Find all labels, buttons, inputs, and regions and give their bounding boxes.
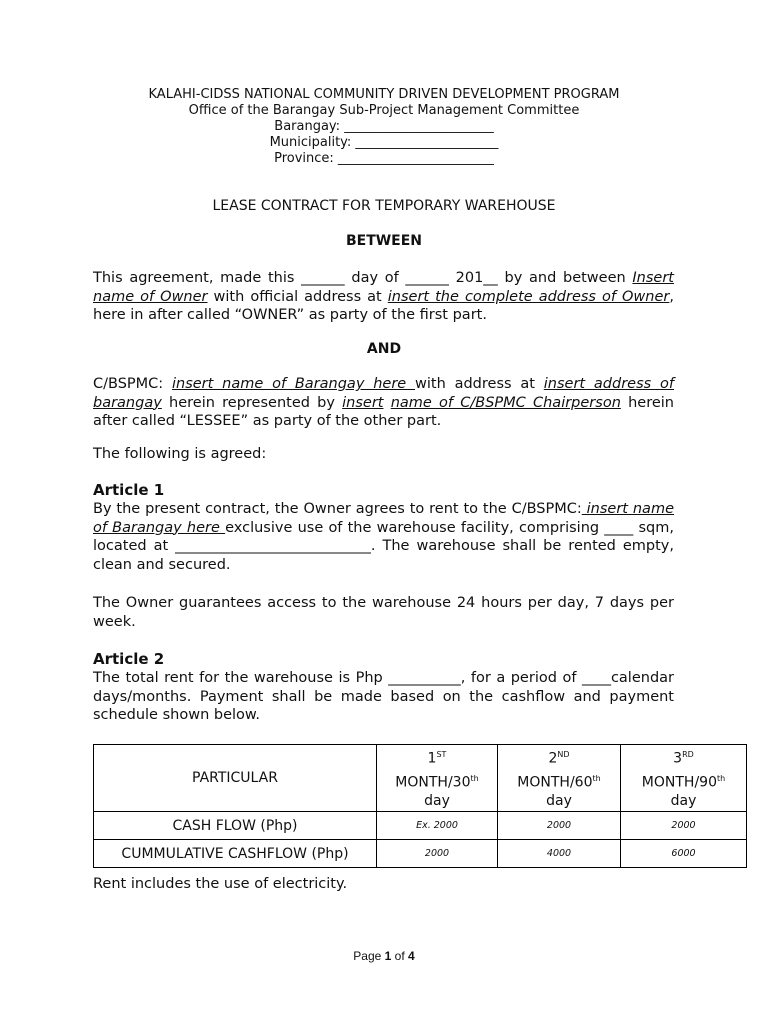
barangay-name-placeholder: insert name of Barangay here bbox=[171, 376, 416, 392]
month-label: MONTH/30 bbox=[395, 774, 471, 791]
cell-value: 2000 bbox=[621, 812, 747, 840]
page-number: 1 bbox=[384, 949, 392, 963]
between-heading: BETWEEN bbox=[345, 233, 423, 249]
lessee-paragraph bbox=[93, 375, 674, 431]
ordinal: 3 bbox=[673, 750, 683, 767]
contract-title: LEASE CONTRACT FOR TEMPORARY WAREHOUSE bbox=[212, 198, 556, 214]
day-label: day bbox=[424, 793, 450, 810]
column-header-1 bbox=[377, 745, 498, 812]
table-header-row bbox=[94, 745, 747, 812]
ordinal-suffix: ST bbox=[436, 750, 447, 759]
article-2-paragraph: The total rent for the warehouse is Php __________, for a period of ____calendar days/months. Payment shall be made based on the cashflow and payment schedule shown below. bbox=[93, 670, 674, 723]
insert-placeholder: insert bbox=[342, 394, 384, 411]
barangay-line: Barangay: _______________________ bbox=[274, 119, 494, 134]
barangay-address-placeholder: insert address of barangay bbox=[93, 376, 674, 411]
month-suffix: th bbox=[592, 773, 601, 783]
ordinal: 1 bbox=[427, 750, 437, 767]
cell-value: 6000 bbox=[621, 840, 747, 868]
column-header-2 bbox=[498, 745, 621, 812]
owner-address-placeholder: insert the complete address of Owner bbox=[387, 288, 670, 305]
page-word: Page bbox=[353, 949, 385, 963]
province-line: Province: ________________________ bbox=[274, 151, 494, 166]
program-title: KALAHI-CIDSS NATIONAL COMMUNITY DRIVEN DEVELOPMENT PROGRAM bbox=[148, 87, 620, 102]
article-1-heading: Article 1 bbox=[93, 481, 165, 499]
row-label: CUMMULATIVE CASHFLOW (Php) bbox=[94, 840, 377, 868]
month-suffix: th bbox=[470, 773, 479, 783]
article-1-barangay-placeholder: insert name of Barangay here bbox=[93, 501, 674, 536]
ordinal-suffix: RD bbox=[682, 750, 694, 759]
following-text: The following is agreed: bbox=[93, 446, 267, 462]
table-row bbox=[94, 840, 747, 868]
lessee-text: C/BSPMC: bbox=[93, 376, 172, 392]
month-suffix: th bbox=[716, 773, 726, 783]
cell-value: 2000 bbox=[498, 812, 621, 840]
header-block bbox=[0, 87, 768, 167]
page-footer bbox=[0, 949, 768, 963]
access-paragraph: The Owner guarantees access to the warehouse 24 hours per day, 7 days per week. bbox=[93, 595, 674, 630]
and-heading: AND bbox=[366, 341, 402, 357]
article-1-paragraph bbox=[93, 500, 674, 574]
article-2-heading: Article 2 bbox=[93, 650, 165, 668]
agreement-text: with official address at bbox=[207, 288, 388, 305]
month-label: MONTH/60 bbox=[517, 774, 593, 791]
lessee-text: with address at bbox=[415, 376, 544, 392]
particular-header: PARTICULAR bbox=[94, 745, 377, 812]
agreement-text: This agreement, made this ______ day of ______ 201__ by and between bbox=[93, 270, 633, 286]
ordinal: 2 bbox=[548, 750, 558, 767]
ordinal-suffix: ND bbox=[557, 750, 570, 759]
cell-value: 4000 bbox=[498, 840, 621, 868]
page-of: of bbox=[391, 949, 409, 963]
column-header-3 bbox=[621, 745, 747, 812]
article-1-text: By the present contract, the Owner agrees to rent to the C/BSPMC: bbox=[93, 501, 582, 517]
agreement-paragraph bbox=[93, 269, 674, 325]
month-label: MONTH/90 bbox=[641, 774, 717, 791]
day-label: day bbox=[546, 793, 572, 810]
electricity-note: Rent includes the use of electricity. bbox=[93, 876, 348, 892]
page-total: 4 bbox=[408, 949, 415, 963]
table-row bbox=[94, 812, 747, 840]
lessee-text: herein represented by bbox=[161, 394, 343, 411]
row-label: CASH FLOW (Php) bbox=[94, 812, 377, 840]
office-name: Office of the Barangay Sub-Project Management Committee bbox=[188, 103, 580, 118]
article-1-text: exclusive use of the warehouse facility, comprising ____ sqm, located at ___________________________. The warehouse shall be rented empty, clean and secured. bbox=[93, 519, 674, 573]
lessee-text: herein after called “LESSEE” as party of the other part. bbox=[93, 394, 674, 429]
chairperson-placeholder: name of C/BSPMC Chairperson bbox=[390, 394, 621, 411]
agreement-text: , here in after called “OWNER” as party of the first part. bbox=[93, 288, 674, 323]
municipality-line: Municipality: ______________________ bbox=[269, 135, 499, 150]
cell-value: Ex. 2000 bbox=[377, 812, 498, 840]
owner-name-placeholder: Insert name of Owner bbox=[93, 270, 674, 305]
payment-schedule-table bbox=[93, 744, 747, 868]
cell-value: 2000 bbox=[377, 840, 498, 868]
lessee-text bbox=[384, 395, 391, 411]
day-label: day bbox=[670, 793, 697, 810]
